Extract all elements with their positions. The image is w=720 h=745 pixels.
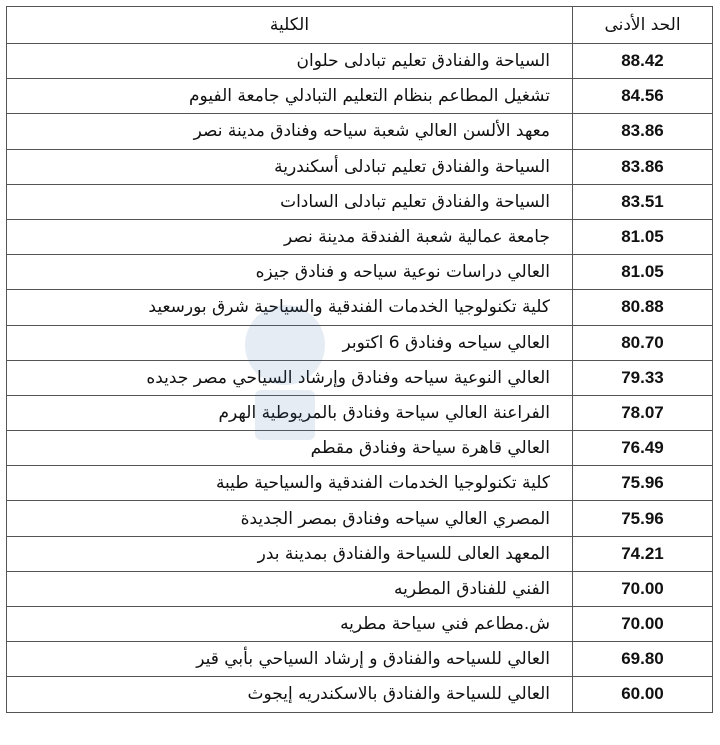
college-name-cell: الفراعنة العالي سياحة وفنادق بالمريوطية الهرم — [7, 395, 573, 430]
min-score-cell: 76.49 — [573, 431, 713, 466]
college-name-cell: العالي للسياحه والفنادق و إرشاد السياحي بأبي قير — [7, 642, 573, 677]
min-score-cell: 75.96 — [573, 501, 713, 536]
min-score-cell: 83.86 — [573, 149, 713, 184]
table-row — [7, 607, 713, 642]
table-row — [7, 325, 713, 360]
college-name-cell: السياحة والفنادق تعليم تبادلى أسكندرية — [7, 149, 573, 184]
table-row — [7, 571, 713, 606]
table-row — [7, 431, 713, 466]
college-name-cell: العالي دراسات نوعية سياحه و فنادق جيزه — [7, 255, 573, 290]
min-score-cell: 79.33 — [573, 360, 713, 395]
table-row — [7, 536, 713, 571]
min-score-cell: 60.00 — [573, 677, 713, 712]
table-row — [7, 149, 713, 184]
table-row — [7, 184, 713, 219]
min-score-cell: 83.51 — [573, 184, 713, 219]
college-name-cell: كلية تكنولوجيا الخدمات الفندقية والسياحية طيبة — [7, 466, 573, 501]
min-scores-table — [6, 6, 713, 713]
min-score-cell: 83.86 — [573, 114, 713, 149]
min-score-cell: 75.96 — [573, 466, 713, 501]
college-name-cell: معهد الألسن العالي شعبة سياحه وفنادق مدينة نصر — [7, 114, 573, 149]
table-row — [7, 290, 713, 325]
table-row — [7, 44, 713, 79]
college-header: الكلية — [7, 7, 573, 44]
min-score-cell: 81.05 — [573, 255, 713, 290]
college-name-cell: ش.مطاعم فني سياحة مطريه — [7, 607, 573, 642]
min-score-cell: 70.00 — [573, 607, 713, 642]
college-name-cell: العالي قاهرة سياحة وفنادق مقطم — [7, 431, 573, 466]
table-container — [6, 6, 712, 713]
min-score-cell: 81.05 — [573, 219, 713, 254]
college-name-cell: الفني للفنادق المطريه — [7, 571, 573, 606]
table-row — [7, 395, 713, 430]
min-score-cell: 88.42 — [573, 44, 713, 79]
min-score-cell: 84.56 — [573, 79, 713, 114]
college-name-cell: كلية تكنولوجيا الخدمات الفندقية والسياحية شرق بورسعيد — [7, 290, 573, 325]
college-name-cell: العالي للسياحة والفنادق بالاسكندريه إيجوث — [7, 677, 573, 712]
college-name-cell: العالي النوعية سياحه وفنادق وإرشاد السياحي مصر جديده — [7, 360, 573, 395]
table-row — [7, 219, 713, 254]
table-row — [7, 360, 713, 395]
table-row — [7, 677, 713, 712]
college-name-cell: تشغيل المطاعم بنظام التعليم التبادلي جامعة الفيوم — [7, 79, 573, 114]
min-score-cell: 70.00 — [573, 571, 713, 606]
min-score-header: الحد الأدنى — [573, 7, 713, 44]
college-name-cell: جامعة عمالية شعبة الفندقة مدينة نصر — [7, 219, 573, 254]
min-score-cell: 80.88 — [573, 290, 713, 325]
min-score-cell: 69.80 — [573, 642, 713, 677]
min-score-cell: 80.70 — [573, 325, 713, 360]
college-name-cell: المعهد العالى للسياحة والفنادق بمدينة بدر — [7, 536, 573, 571]
min-score-cell: 74.21 — [573, 536, 713, 571]
table-row — [7, 501, 713, 536]
header-row — [7, 7, 713, 44]
table-row — [7, 114, 713, 149]
table-body — [7, 44, 713, 713]
table-row — [7, 466, 713, 501]
college-name-cell: المصري العالي سياحه وفنادق بمصر الجديدة — [7, 501, 573, 536]
college-name-cell: السياحة والفنادق تعليم تبادلى حلوان — [7, 44, 573, 79]
table-row — [7, 255, 713, 290]
college-name-cell: السياحة والفنادق تعليم تبادلى السادات — [7, 184, 573, 219]
table-row — [7, 642, 713, 677]
table-row — [7, 79, 713, 114]
college-name-cell: العالي سياحه وفنادق 6 اكتوبر — [7, 325, 573, 360]
min-score-cell: 78.07 — [573, 395, 713, 430]
